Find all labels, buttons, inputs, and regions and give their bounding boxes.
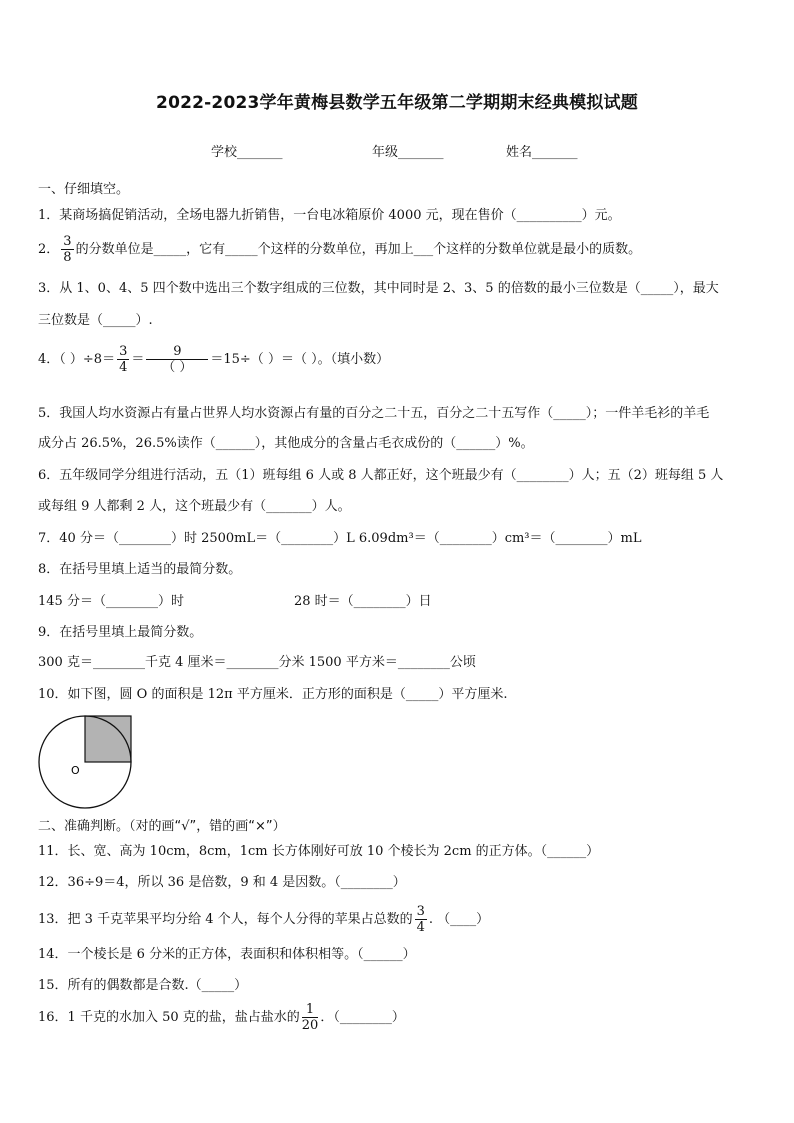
school-field[interactable]: 学校_______ — [211, 145, 283, 160]
denominator: 4 — [119, 360, 128, 375]
question-2 — [38, 235, 641, 264]
question-5-line-2: 成分占 26.5%，26.5%读作（______），其他成分的含量占毛衣成份的（______）%。 — [38, 436, 534, 451]
equals-sign: ＝ — [131, 352, 145, 367]
circle-square-figure — [38, 714, 138, 814]
question-8: 8．在括号里填上适当的最简分数。 — [38, 562, 242, 577]
numerator: 3 — [63, 234, 72, 249]
numerator: 9 — [146, 345, 208, 360]
question-6-line-2: 或每组 9 人都剩 2 人，这个班最少有（_______）人。 — [38, 499, 351, 514]
question-text: 13．把 3 千克苹果平均分给 4 个人，每个人分得的苹果占总数的 — [38, 912, 413, 927]
denominator: 8 — [63, 250, 72, 265]
question-5-line-1: 5．我国人均水资源占有量占世界人均水资源占有量的百分之二十五，百分之二十五写作（_____）；一件羊毛衫的羊毛 — [38, 406, 710, 421]
fraction — [61, 235, 73, 264]
question-6-line-1: 6．五年级同学分组进行活动，五（1）班每组 6 人或 8 人都正好，这个班最少有（________）人；五（2）班每组 5 人 — [38, 468, 724, 483]
fraction — [302, 1003, 319, 1032]
denominator: 20 — [301, 1018, 319, 1033]
name-field[interactable]: 姓名_______ — [506, 145, 578, 160]
question-8-part-b: 28 时＝（________）日 — [294, 594, 432, 609]
question-3-line-1: 3．从 1、0、4、5 四个数中选出三个数字组成的三位数，其中同时是 2、3、5 的倍数的最小三位数是（_____），最大 — [38, 281, 719, 296]
question-9: 9．在括号里填上最简分数。 — [38, 625, 203, 640]
question-1: 1．某商场搞促销活动，全场电器九折销售，一台电冰箱原价 4000 元，现在售价（__________）元。 — [38, 208, 621, 223]
question-number: 2． — [38, 242, 60, 257]
question-14: 14．一个棱长是 6 分米的正方体，表面积和体积相等。（______） — [38, 947, 416, 962]
question-text: . （____） — [428, 912, 490, 927]
question-11: 11．长、宽、高为 10cm，8cm，1cm 长方体刚好可放 10 个棱长为 2cm 的正方体。（______） — [38, 844, 600, 859]
section-1-heading: 一、仔细填空。 — [38, 182, 130, 197]
numerator: 1 — [302, 1003, 319, 1018]
grade-field[interactable]: 年级_______ — [372, 145, 444, 160]
question-3-line-2: 三位数是（_____）. — [38, 313, 153, 328]
question-4 — [38, 345, 389, 374]
denominator: （ ） — [162, 360, 193, 375]
fraction — [117, 345, 129, 374]
numerator: 3 — [416, 904, 425, 919]
question-15: 15．所有的偶数都是合数.（_____） — [38, 978, 248, 993]
question-13 — [38, 905, 489, 934]
denominator: 4 — [416, 920, 425, 935]
page-title: 2022-2023学年黄梅县数学五年级第二学期期末经典模拟试题 — [156, 93, 638, 113]
question-text: 4．（ ）÷8＝ — [38, 352, 116, 367]
question-text: 的分数单位是_____，它有_____个这样的分数单位，再加上___个这样的分数单位就是最小的质数。 — [75, 242, 642, 257]
question-text: ＝15÷（ ）＝（ ）。（填小数） — [210, 352, 390, 367]
question-12: 12．36÷9＝4，所以 36 是倍数，9 和 4 是因数。（________） — [38, 875, 406, 890]
question-9-answers: 300 克＝________千克 4 厘米＝________分米 1500 平方米＝________公顷 — [38, 655, 476, 670]
question-7: 7．40 分＝（________）时 2500mL＝（________）L 6.09dm³＝（________）cm³＝（________）mL — [38, 531, 642, 546]
question-text: 16．1 千克的水加入 50 克的盐，盐占盐水的 — [38, 1010, 300, 1025]
question-text: ．（________） — [320, 1010, 405, 1025]
section-2-heading: 二、准确判断。（对的画“√”，错的画“×”） — [38, 819, 286, 834]
numerator: 3 — [119, 344, 128, 359]
fraction — [415, 905, 427, 934]
fraction — [146, 345, 208, 374]
center-label-o: O — [71, 764, 80, 777]
question-10: 10．如下图，圆 O 的面积是 12π 平方厘米．正方形的面积是（_____）平方厘米. — [38, 687, 508, 702]
question-8-part-a: 145 分＝（________）时 — [38, 594, 184, 609]
question-16 — [38, 1003, 405, 1032]
